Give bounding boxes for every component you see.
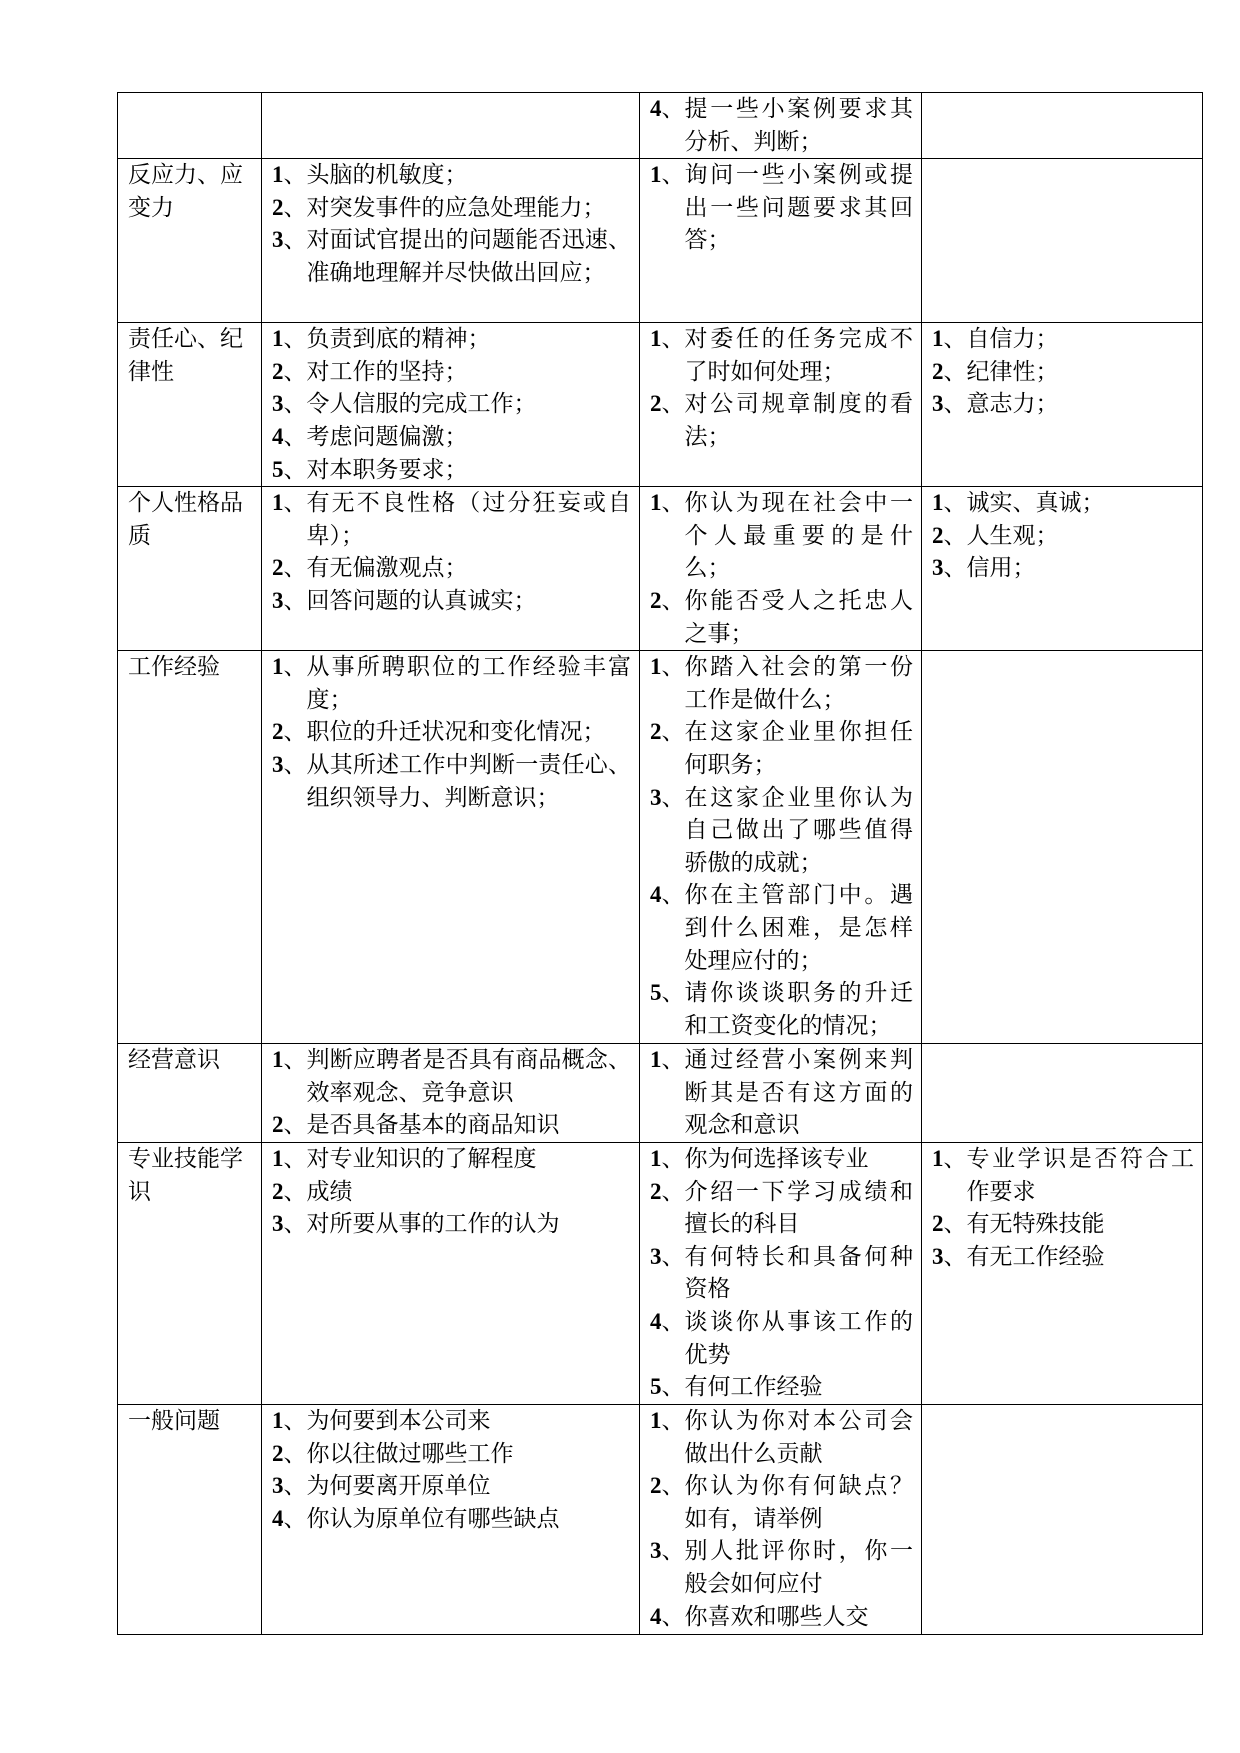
list-item [272, 1405, 631, 1438]
list-item [272, 323, 631, 356]
list-item [272, 356, 631, 389]
category-cell: 责任心、纪律性 [118, 323, 262, 487]
item-text: 介绍一下学习成绩和擅长的科目 [684, 1178, 913, 1238]
item-text: 请你谈谈职务的升迁和工资变化的情况； [684, 980, 913, 1039]
item-text: 意志力； [966, 391, 1059, 418]
interview-questions-cell [640, 651, 922, 1044]
notes-cell [922, 651, 1203, 1044]
item-number: 1 、 [932, 487, 967, 520]
list-item [932, 323, 1194, 356]
evaluation-points-cell [262, 1044, 640, 1143]
item-text: 有无特殊技能 [966, 1211, 1105, 1238]
item-text: 对委任的任务完成不了时如何处理； [684, 326, 913, 385]
item-number: 1 、 [650, 1143, 685, 1176]
item-number: 1 、 [650, 1405, 685, 1470]
list-item [272, 716, 631, 749]
notes-cell [922, 1044, 1203, 1143]
list-item [650, 1405, 913, 1470]
item-number: 4 、 [650, 93, 685, 158]
item-number: 2 、 [932, 520, 967, 553]
list-item [272, 1176, 631, 1209]
item-text: 你喜欢和哪些人交 [684, 1603, 869, 1630]
interview-questions-cell [640, 1044, 922, 1143]
list-item [272, 487, 631, 552]
table-row [118, 1404, 1203, 1634]
category-cell: 工作经验 [118, 651, 262, 1044]
list-item [272, 1470, 631, 1503]
item-text: 为何要离开原单位 [306, 1473, 491, 1500]
list-item [650, 782, 913, 880]
item-number: 3 、 [272, 388, 307, 421]
item-number: 3 、 [272, 224, 307, 289]
item-number: 2 、 [272, 192, 307, 225]
notes-cell [922, 323, 1203, 487]
item-number: 3 、 [932, 388, 967, 421]
item-number: 2 、 [650, 388, 685, 453]
item-text: 诚实、真诚； [966, 490, 1105, 517]
item-text: 对面试官提出的问题能否迅速、准确地理解并尽快做出回应； [306, 227, 631, 286]
table-row [118, 487, 1203, 651]
item-text: 有无偏激观点； [306, 555, 468, 582]
list-item [932, 1241, 1194, 1274]
item-text: 从其所述工作中判断一责任心、组织领导力、判断意识； [306, 751, 631, 811]
item-text: 头脑的机敏度； [306, 162, 468, 189]
item-text: 你认为现在社会中一个人最重要的是什么； [684, 490, 913, 582]
list-item [272, 651, 631, 716]
item-number: 3 、 [272, 1470, 307, 1503]
item-text: 专业学识是否符合工作要求 [966, 1145, 1194, 1205]
notes-cell [922, 159, 1203, 323]
item-text: 在这家企业里你认为自己做出了哪些值得骄傲的成就； [684, 784, 913, 876]
list-item [932, 552, 1194, 585]
item-number: 1 、 [650, 159, 685, 257]
category-cell: 个人性格品质 [118, 487, 262, 651]
evaluation-points-cell [262, 93, 640, 159]
item-number: 2 、 [932, 356, 967, 389]
item-text: 你以往做过哪些工作 [306, 1440, 514, 1467]
evaluation-points-cell [262, 1404, 640, 1634]
list-item [650, 1176, 913, 1241]
item-text: 询问一些小案例或提出一些问题要求其回答； [684, 162, 913, 254]
category-cell: 一般问题 [118, 1404, 262, 1634]
item-text: 对专业知识的了解程度 [306, 1145, 537, 1172]
list-item [650, 93, 913, 158]
item-text: 有何工作经验 [684, 1374, 823, 1401]
item-text: 信用； [966, 555, 1036, 582]
list-item [650, 1371, 913, 1404]
list-item [272, 1143, 631, 1176]
item-text: 考虑问题偏激； [306, 423, 468, 450]
category-cell: 专业技能学识 [118, 1142, 262, 1404]
item-number: 2 、 [272, 1109, 307, 1142]
list-item [650, 651, 913, 716]
list-item [650, 1143, 913, 1176]
list-item [650, 585, 913, 650]
interview-questions-cell [640, 159, 922, 323]
item-number: 3 、 [650, 1241, 685, 1306]
category-cell: 反应力、应变力 [118, 159, 262, 323]
item-text: 谈谈你从事该工作的优势 [684, 1308, 913, 1368]
item-number: 2 、 [272, 1176, 307, 1209]
list-item [650, 879, 913, 977]
item-text: 职位的升迁状况和变化情况； [306, 719, 606, 746]
list-item [650, 159, 913, 257]
item-number: 2 、 [272, 1438, 307, 1471]
interview-questions-cell [640, 1404, 922, 1634]
item-text: 自信力； [966, 326, 1059, 353]
item-text: 你认为你有何缺点？如有，请举例 [684, 1473, 913, 1532]
item-text: 别人批评你时，你一般会如何应付 [684, 1538, 913, 1597]
item-number: 2 、 [932, 1208, 967, 1241]
list-item [650, 1535, 913, 1600]
list-item [272, 1109, 631, 1142]
item-text: 从事所聘职位的工作经验丰富度； [306, 654, 631, 713]
category-cell [118, 93, 262, 159]
notes-cell [922, 1404, 1203, 1634]
list-item [650, 1306, 913, 1371]
list-item [932, 1143, 1194, 1208]
item-text: 在这家企业里你担任何职务； [684, 719, 913, 778]
item-number: 5 、 [650, 977, 685, 1042]
item-number: 3 、 [272, 585, 307, 618]
list-item [650, 1241, 913, 1306]
item-number: 1 、 [272, 1405, 307, 1438]
item-number: 2 、 [650, 716, 685, 781]
list-item [272, 388, 631, 421]
notes-cell [922, 93, 1203, 159]
evaluation-points-cell [262, 159, 640, 323]
item-text: 你能否受人之托忠人之事； [684, 587, 913, 647]
item-number: 4 、 [272, 421, 307, 454]
item-number: 1 、 [650, 1044, 685, 1142]
item-number: 3 、 [932, 552, 967, 585]
item-number: 1 、 [650, 323, 685, 388]
evaluation-points-cell [262, 487, 640, 651]
item-number: 3 、 [650, 1535, 685, 1600]
item-number: 1 、 [272, 651, 307, 716]
item-text: 对本职务要求； [306, 456, 468, 483]
list-item [932, 520, 1194, 553]
item-text: 提一些小案例要求其分析、判断； [684, 96, 913, 155]
list-item [650, 323, 913, 388]
list-item [272, 1044, 631, 1109]
table-row [118, 323, 1203, 487]
list-item [650, 1044, 913, 1142]
list-item [272, 1208, 631, 1241]
item-number: 3 、 [650, 782, 685, 880]
notes-cell [922, 1142, 1203, 1404]
interview-evaluation-table [117, 92, 1203, 1635]
list-item [932, 487, 1194, 520]
table-row [118, 1044, 1203, 1143]
item-number: 2 、 [272, 552, 307, 585]
category-cell: 经营意识 [118, 1044, 262, 1143]
table-row [118, 651, 1203, 1044]
item-text: 成绩 [306, 1178, 353, 1205]
notes-cell [922, 487, 1203, 651]
list-item [272, 585, 631, 618]
item-text: 人生观； [966, 522, 1059, 549]
item-text: 你在主管部门中。遇到什么困难，是怎样处理应付的； [684, 882, 913, 974]
item-number: 1 、 [932, 323, 967, 356]
item-number: 1 、 [272, 1143, 307, 1176]
list-item [272, 224, 631, 289]
list-item [650, 977, 913, 1042]
item-text: 对工作的坚持； [306, 358, 468, 385]
item-number: 4 、 [650, 1601, 685, 1634]
item-number: 1 、 [650, 487, 685, 585]
interview-questions-cell [640, 93, 922, 159]
interview-questions-cell [640, 1142, 922, 1404]
item-number: 2 、 [650, 1470, 685, 1535]
item-number: 1 、 [272, 487, 307, 552]
item-text: 有无不良性格（过分狂妄或自卑）； [306, 490, 631, 549]
list-item [272, 192, 631, 225]
item-text: 对公司规章制度的看法； [684, 391, 913, 450]
item-text: 纪律性； [966, 358, 1059, 385]
item-text: 是否具备基本的商品知识 [306, 1112, 560, 1139]
evaluation-points-cell [262, 651, 640, 1044]
item-text: 令人信服的完成工作； [306, 391, 537, 418]
interview-questions-cell [640, 323, 922, 487]
item-text: 你认为你对本公司会做出什么贡献 [684, 1407, 913, 1467]
item-text: 对所要从事的工作的认为 [306, 1211, 560, 1238]
item-text: 你踏入社会的第一份工作是做什么； [684, 654, 913, 713]
list-item [272, 552, 631, 585]
list-item [932, 1208, 1194, 1241]
evaluation-points-cell [262, 1142, 640, 1404]
list-item [650, 388, 913, 453]
table-row [118, 159, 1203, 323]
item-text: 判断应聘者是否具有商品概念、效率观念、竞争意识 [306, 1047, 631, 1106]
list-item [650, 716, 913, 781]
item-number: 1 、 [650, 651, 685, 716]
list-item [272, 1503, 631, 1536]
list-item [272, 454, 631, 487]
item-number: 3 、 [272, 749, 307, 814]
item-number: 3 、 [272, 1208, 307, 1241]
item-number: 3 、 [932, 1241, 967, 1274]
table-row [118, 1142, 1203, 1404]
list-item [272, 1438, 631, 1471]
item-number: 2 、 [650, 585, 685, 650]
item-number: 2 、 [650, 1176, 685, 1241]
interview-questions-cell [640, 487, 922, 651]
item-number: 5 、 [650, 1371, 685, 1404]
item-text: 对突发事件的应急处理能力； [306, 194, 606, 221]
item-number: 5 、 [272, 454, 307, 487]
list-item [272, 749, 631, 814]
item-number: 4 、 [650, 1306, 685, 1371]
item-number: 1 、 [272, 323, 307, 356]
list-item [932, 356, 1194, 389]
item-text: 有无工作经验 [966, 1243, 1105, 1270]
list-item [932, 388, 1194, 421]
item-number: 1 、 [272, 1044, 307, 1109]
item-text: 有何特长和具备何种资格 [684, 1243, 913, 1303]
item-text: 通过经营小案例来判断其是否有这方面的观念和意识 [684, 1047, 913, 1139]
item-number: 4 、 [272, 1503, 307, 1536]
list-item [650, 1470, 913, 1535]
item-text: 负责到底的精神； [306, 326, 491, 353]
list-item [272, 421, 631, 454]
list-item [272, 159, 631, 192]
item-text: 为何要到本公司来 [306, 1407, 491, 1434]
list-item [650, 487, 913, 585]
item-text: 回答问题的认真诚实； [306, 587, 537, 614]
list-item [650, 1601, 913, 1634]
item-text: 你认为原单位有哪些缺点 [306, 1505, 560, 1532]
item-number: 1 、 [272, 159, 307, 192]
evaluation-points-cell [262, 323, 640, 487]
item-text: 你为何选择该专业 [684, 1145, 869, 1172]
table-row [118, 93, 1203, 159]
item-number: 4 、 [650, 879, 685, 977]
item-number: 2 、 [272, 716, 307, 749]
item-number: 2 、 [272, 356, 307, 389]
item-number: 1 、 [932, 1143, 967, 1208]
